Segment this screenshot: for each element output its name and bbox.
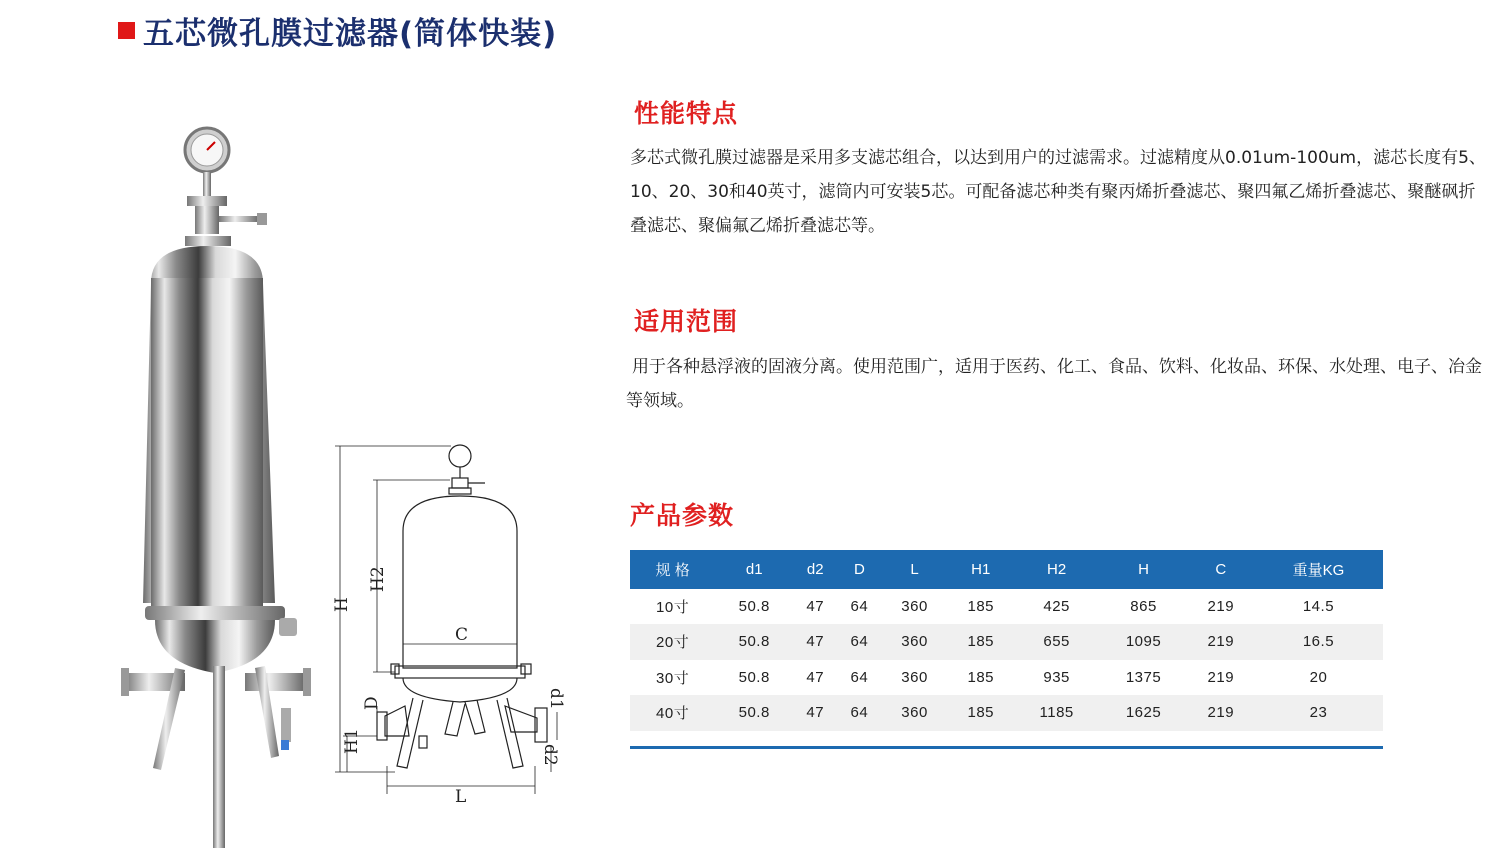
table-header-cell: C (1188, 551, 1254, 589)
scope-text: 用于各种悬浮液的固液分离。使用范围广，适用于医药、化工、食品、饮料、化妆品、环保、水处理、电子、冶金等领域。 (626, 357, 1482, 411)
table-cell: 14.5 (1302, 597, 1335, 615)
dim-label-d: D (362, 696, 382, 710)
table-header-cell: d1 (715, 551, 793, 589)
table-cell: 47 (806, 597, 825, 615)
dim-label-l: L (455, 787, 467, 807)
table-cell: 50.8 (715, 624, 793, 660)
table-header-cell: H1 (948, 551, 1014, 589)
table-cell: 20寸 (630, 624, 715, 660)
table-cell: 185 (967, 597, 995, 615)
dim-label-c: C (455, 625, 469, 645)
table-row (630, 624, 1383, 660)
table-cell: 360 (901, 668, 928, 686)
table-header-cell: D (837, 551, 881, 589)
table-bottom-divider (630, 746, 1383, 749)
table-cell: 185 (948, 695, 1014, 731)
table-cell: 64 (850, 597, 869, 615)
product-photo (115, 118, 315, 853)
features-text: 多芯式微孔膜过滤器是采用多支滤芯组合，以达到用户的过滤需求。过滤精度从0.01um-100um，滤芯长度有5、10、20、30和40英寸，滤筒内可安装5芯。可配备滤芯种类有聚丙烯折叠滤芯、聚四氟乙烯折叠滤芯、聚醚砜折叠滤芯、聚偏氟乙烯折叠滤芯等。 (630, 148, 1486, 236)
table-cell: 1625 (1099, 695, 1187, 731)
dim-label-h1: H1 (342, 728, 362, 754)
table-cell: 64 (850, 668, 869, 686)
table-cell: 185 (948, 624, 1014, 660)
table-cell: 219 (1188, 624, 1254, 660)
table-header-cell: d2 (793, 551, 837, 589)
table-cell: 30寸 (656, 669, 690, 687)
table-header-cell: 重量KG (1254, 551, 1383, 589)
table-cell: 425 (1043, 597, 1070, 615)
table-cell: 1185 (1014, 695, 1100, 731)
table-cell: 50.8 (738, 668, 770, 686)
params-table (630, 550, 1383, 731)
dim-label-h: H (332, 597, 352, 612)
table-cell: 1095 (1099, 624, 1187, 660)
features-heading: 性能特点 (634, 99, 739, 128)
page-title-text: 五芯微孔膜过滤器(筒体快装) (143, 15, 558, 52)
table-cell: 935 (1043, 668, 1070, 686)
table-cell: 1375 (1125, 668, 1162, 686)
table-cell: 360 (881, 624, 947, 660)
table-cell: 360 (881, 695, 947, 731)
table-header-cell: 规 格 (630, 551, 715, 589)
table-row (630, 660, 1383, 696)
table-cell: 40寸 (630, 695, 715, 731)
title-bullet-icon (118, 22, 135, 39)
table-cell: 219 (1207, 668, 1235, 686)
table-cell: 50.8 (715, 695, 793, 731)
table-cell: 655 (1014, 624, 1100, 660)
page-title (118, 8, 557, 52)
table-cell: 47 (806, 668, 825, 686)
table-cell: 23 (1254, 695, 1383, 731)
dim-label-h2: H2 (368, 566, 388, 592)
dim-label-d1: d1 (546, 688, 566, 710)
table-cell: 16.5 (1254, 624, 1383, 660)
table-header-cell: L (881, 551, 947, 589)
scope-heading: 适用范围 (634, 307, 739, 336)
table-cell: 64 (837, 695, 881, 731)
table-cell: 10寸 (656, 598, 690, 616)
dim-label-d2: d2 (540, 744, 560, 766)
table-cell: 20 (1309, 668, 1328, 686)
table-row (630, 589, 1383, 625)
table-header-row (630, 551, 1383, 589)
table-cell: 47 (793, 624, 837, 660)
table-header-cell: H2 (1014, 551, 1100, 589)
technical-drawing (325, 436, 575, 808)
table-cell: 47 (793, 695, 837, 731)
table-cell: 50.8 (738, 597, 770, 615)
table-cell: 219 (1188, 695, 1254, 731)
table-cell: 360 (901, 597, 928, 615)
table-cell: 865 (1130, 597, 1157, 615)
table-cell: 219 (1207, 597, 1235, 615)
table-cell: 185 (967, 668, 995, 686)
table-header-cell: H (1099, 551, 1187, 589)
table-row (630, 695, 1383, 731)
params-heading: 产品参数 (630, 501, 735, 530)
table-cell: 64 (837, 624, 881, 660)
